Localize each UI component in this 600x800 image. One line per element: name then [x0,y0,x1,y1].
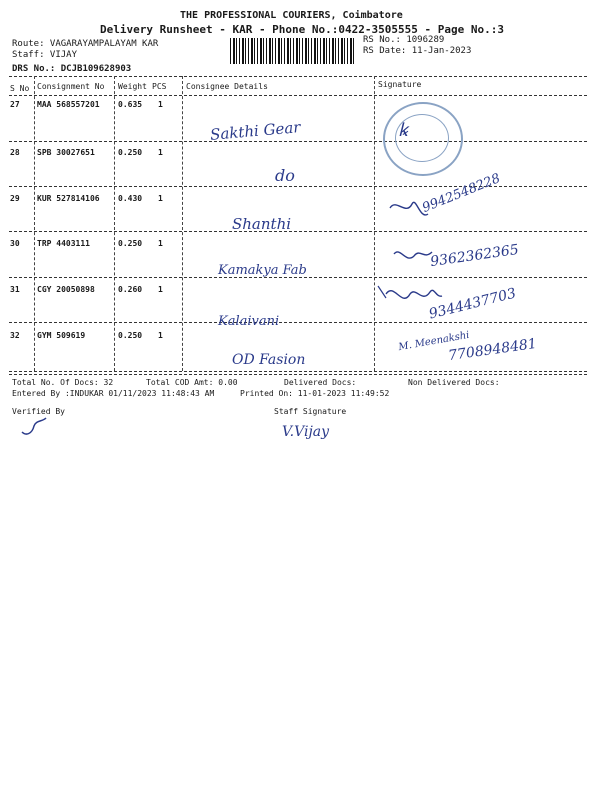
row-sno: 31 [10,285,20,294]
handwritten-signature: ꝃ [398,120,408,141]
column-line [374,76,375,371]
handwritten-phone: 9942548228 [420,171,503,216]
handwritten-phone: 9362362365 [429,241,520,271]
verified-signature [18,416,52,438]
handwritten-consignee: Sakthi Gear [209,118,302,144]
handwritten-name: M. Meenakshi [397,329,471,354]
col-sno: S No [10,84,30,93]
row-weight: 0.430 [118,194,143,203]
total-docs: Total No. Of Docs: 32 [12,378,114,387]
row-consignment: SPB 30027651 [37,148,95,157]
entered-by: Entered By :INDUKAR 01/11/2023 11:48:43 AM [12,389,215,398]
handwritten-consignee: OD Fasion [232,352,306,368]
row-weight: 0.260 [118,285,143,294]
runsheet-subtitle: Delivery Runsheet - KAR - Phone No.:0422-3505555 - Page No.:3 [100,23,504,36]
handwritten-phone: 7708948481 [447,335,538,365]
row-pcs: 1 [158,239,163,248]
column-line [34,76,35,371]
rs-number: RS No.: 1096289 [363,35,445,45]
row-pcs: 1 [158,194,163,203]
col-consignee: Consignee Details [186,82,268,91]
column-line [114,76,115,371]
handwritten-consignee: Kamakya Fab [218,263,307,278]
row-consignment: KUR 527814106 [37,194,100,203]
route-label: Route: VAGARAYAMPALAYAM KAR [12,39,159,49]
row-sno: 28 [10,148,20,157]
non-delivered-docs: Non Delivered Docs: [408,378,500,387]
col-consignment: Consignment No [37,82,105,91]
total-cod: Total COD Amt: 0.00 [146,378,238,387]
company-title: THE PROFESSIONAL COURIERS, Coimbatore [180,10,403,21]
handwritten-consignee: do [275,166,295,185]
drs-number: DRS No.: DCJB109628903 [12,64,132,74]
delivered-docs: Delivered Docs: [284,378,357,387]
handwritten-consignee: Kalaivani [218,314,280,329]
printed-on: Printed On: 11-01-2023 11:49:52 [240,389,390,398]
row-weight: 0.635 [118,100,143,109]
handwritten-phone: 9344437703 [427,285,518,323]
divider [9,76,587,77]
row-weight: 0.250 [118,239,143,248]
row-weight: 0.250 [118,331,143,340]
row-sno: 32 [10,331,20,340]
handwritten-consignee: Shanthi [232,215,292,233]
staff-signature: V.Vijay [282,424,330,440]
row-pcs: 1 [158,285,163,294]
col-signature: Signature [378,80,422,89]
column-line [182,76,183,371]
row-divider [9,371,587,372]
row-consignment: MAA 568557201 [37,100,100,109]
row-sno: 30 [10,239,20,248]
row-sno: 27 [10,100,20,109]
courier-stamp [383,102,463,176]
row-consignment: TRP 4403111 [37,239,90,248]
staff-label: Staff: VIJAY [12,50,78,60]
divider [9,374,587,375]
row-consignment: GYM 509619 [37,331,86,340]
row-weight: 0.250 [118,148,143,157]
row-sno: 29 [10,194,20,203]
col-weight: Weight [118,82,147,91]
col-pcs: PCS [152,82,167,91]
divider [9,95,587,96]
verified-by-label: Verified By [12,407,65,416]
row-divider [9,141,587,142]
row-pcs: 1 [158,148,163,157]
barcode [230,38,355,64]
rs-date: RS Date: 11-Jan-2023 [363,46,472,56]
staff-signature-label: Staff Signature [274,407,347,416]
row-pcs: 1 [158,100,163,109]
row-pcs: 1 [158,331,163,340]
row-consignment: CGY 20050898 [37,285,95,294]
signature-scribbles [376,186,596,336]
